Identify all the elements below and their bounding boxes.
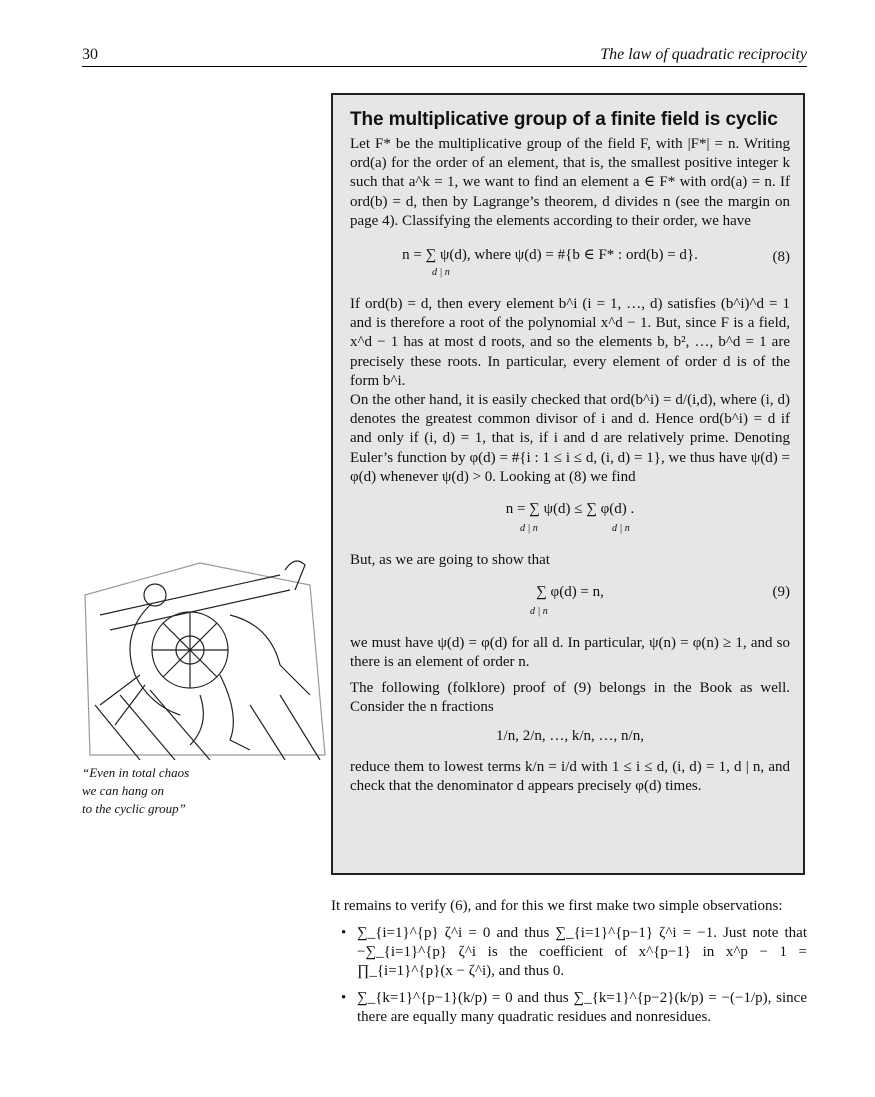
bullet-item [331, 924, 807, 981]
caption-line: “Even in total chaos [82, 765, 190, 780]
caption-line: we can hang on [82, 783, 164, 798]
margin-caption [82, 764, 189, 818]
fractions-list: 1/n, 2/n, …, k/n, …, n/n, [496, 728, 644, 745]
equation-9 [350, 576, 790, 628]
bullet-item [331, 989, 807, 1027]
equation-text: n = ∑ ψ(d), where ψ(d) = #{b ∈ F* : ord(b) = d}. [402, 247, 698, 264]
equation-number: (8) [772, 249, 790, 266]
equation-text: ∑ φ(d) = n, [536, 584, 604, 601]
main-text [331, 897, 807, 1027]
equation-subscript: d | n [530, 606, 548, 618]
header-rule [82, 66, 807, 67]
equation-text: n = ∑ ψ(d) ≤ ∑ φ(d) . [505, 501, 635, 518]
theorem-box [331, 93, 805, 875]
equation-subscript: d | n [432, 267, 450, 279]
equation-8 [350, 239, 790, 291]
page-number: 30 [82, 46, 98, 63]
box-title: The multiplicative group of a finite field is cyclic [350, 109, 778, 130]
bullet-text: ∑_{k=1}^{p−1}(k/p) = 0 and thus ∑_{k=1}^{p−2}(k/p) = −(−1/p), since there are equally many quadratic residues and nonresidues. [357, 990, 807, 1025]
equation-subscript: d | n [520, 523, 538, 535]
paragraph: But, as we are going to show that [350, 552, 550, 569]
paragraph: Let F* be the multiplicative group of the field F, with |F*| = n. Writing ord(a) for the order of an element, that is, the smallest positive integer k such that a^k = 1, we want to find an element a ∈ F* with ord(a) = n. If ord(b) = d, then by Lagrange’s theorem, d divides n (see the margin on page 4). Classifying the elements according to their order, we have [350, 136, 790, 229]
paragraph: reduce them to lowest terms k/n = i/d with 1 ≤ i ≤ d, (i, d) = 1, d | n, and check that the denominator d appears precisely φ(d) times. [350, 759, 790, 795]
equation-subscript: d | n [612, 523, 630, 535]
cartoon-illustration [80, 555, 330, 760]
paragraph: It remains to verify (6), and for this we first make two simple observations: [331, 898, 783, 914]
equation-number: (9) [772, 584, 790, 601]
equation-inequality [350, 493, 790, 545]
paragraph: On the other hand, it is easily checked that ord(b^i) = d/(i,d), where (i, d) denotes the greatest common divisor of i and d. Hence ord(b^i) = d if and only if (i, d) = 1, that is, if i and d are relatively prime. Denoting Euler’s function by φ(d) = #{i : 1 ≤ i ≤ d, (i, d) = 1}, we thus have ψ(d) = φ(d) whenever ψ(d) > 0. Looking at (8) we find [350, 392, 790, 485]
bullet-text: ∑_{i=1}^{p} ζ^i = 0 and thus ∑_{i=1}^{p−1} ζ^i = −1. Just note that −∑_{i=1}^{p} ζ^i is the coefficient of x^{p−1} in x^p − 1 = ∏_{i=1}^{p}(x − ζ^i), and thus 0. [357, 925, 807, 979]
running-title: The law of quadratic reciprocity [600, 46, 807, 63]
bullet-icon: • [341, 925, 347, 941]
paragraph: we must have ψ(d) = φ(d) for all d. In particular, ψ(n) = φ(n) ≥ 1, and so there is an element of order n. [350, 635, 790, 671]
bullet-icon: • [341, 990, 347, 1006]
paragraph: If ord(b) = d, then every element b^i (i = 1, …, d) satisfies (b^i)^d = 1 and is therefore a root of the polynomial x^d − 1. But, since F is a field, x^d − 1 has at most d roots, and so the elements b, b², …, b^d = 1 are precisely these roots. In particular, every element of order d is of the form b^i. [350, 296, 790, 389]
paragraph: The following (folklore) proof of (9) belongs in the Book as well. Consider the n fractions [350, 679, 790, 715]
caption-line: to the cyclic group” [82, 801, 186, 816]
